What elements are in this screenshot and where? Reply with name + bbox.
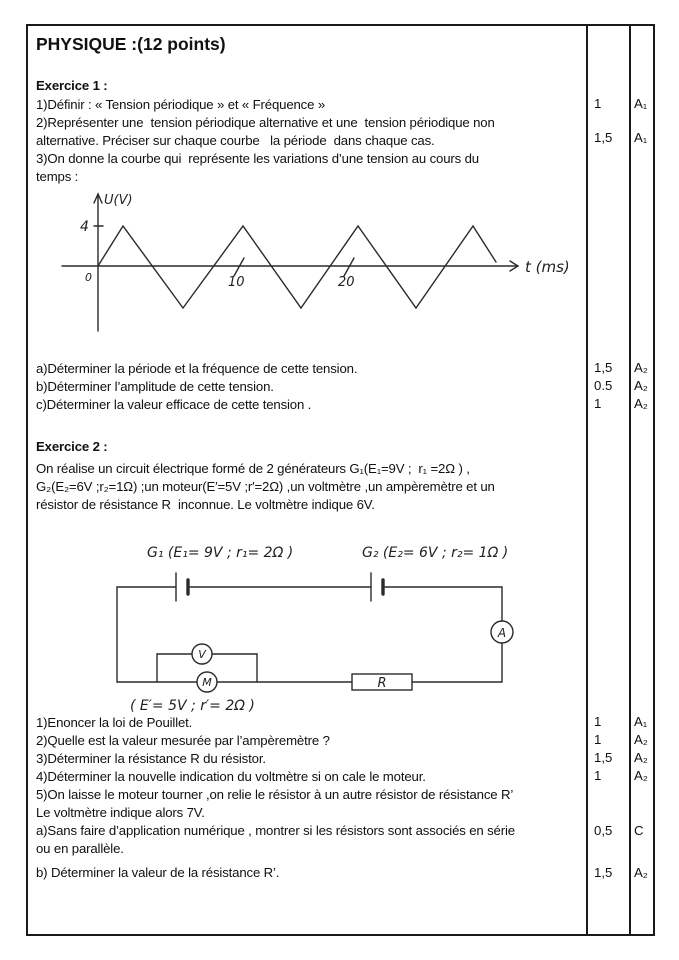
exercise2-sub-a-line1: a)Sans faire d’application numérique , montrer si les résistors sont associés en série [36, 823, 515, 838]
mark-code-9: A₂ [634, 768, 648, 783]
motor-spec-label: ( E′= 5V ; r′= 2Ω ) [130, 698, 255, 714]
x-tick-mark-10 [234, 258, 244, 276]
exercise2-sub-a-line2: ou en parallèle. [36, 841, 124, 856]
mark-code-11: A₂ [634, 865, 648, 880]
mark-code-4: A₂ [634, 378, 648, 393]
tension-curve-figure [48, 186, 568, 356]
resistor-letter: R [377, 676, 387, 691]
exercise1-heading: Exercice 1 : [36, 78, 108, 93]
x-axis-label: t (ms) [525, 258, 568, 276]
exercise2-question-5-line2: Le voltmètre indique alors 7V. [36, 805, 205, 820]
y-axis-label: U(V) [104, 193, 133, 208]
mark-points-11: 1,5 [594, 865, 613, 880]
exercise1-question-3-line1: 3)On donne la courbe qui représente les variations d’une tension au cours du [36, 151, 479, 166]
mark-points-6: 1 [594, 714, 602, 729]
mark-code-7: A₂ [634, 732, 648, 747]
exercise2-question-2: 2)Quelle est la valeur mesurée par l’ampèremètre ? [36, 733, 330, 748]
x-tick-mark-20 [344, 258, 354, 276]
mark-code-6: A₁ [634, 714, 648, 729]
exercise2-question-5-line1: 5)On laisse le moteur tourner ,on relie le résistor à un autre résistor de résistance R’ [36, 787, 514, 802]
points-column-divider [586, 26, 588, 934]
exercise2-intro-line2: G₂(E₂=6V ;r₂=1Ω) ;un moteur(E′=5V ;r′=2Ω) ,un voltmètre ,un ampèremètre et un [36, 479, 495, 494]
x-tick-label-10: 10 [228, 275, 245, 290]
mark-points-3: 1,5 [594, 360, 613, 375]
mark-code-10: C [634, 823, 644, 838]
exercise1-sub-c: c)Déterminer la valeur efficace de cette tension . [36, 397, 312, 412]
mark-points-8: 1,5 [594, 750, 613, 765]
mark-code-1: A₁ [634, 96, 648, 111]
exercise2-question-3: 3)Déterminer la résistance R du résistor. [36, 751, 266, 766]
exercise1-question-1: 1)Définir : « Tension périodique » et « Fréquence » [36, 97, 326, 112]
exercise1-sub-b: b)Déterminer l’amplitude de cette tension. [36, 379, 274, 394]
exercise2-sub-b: b) Déterminer la valeur de la résistance R’. [36, 865, 280, 880]
origin-label: 0 [85, 271, 92, 284]
triangular-wave [98, 226, 496, 308]
mark-points-2: 1,5 [594, 130, 613, 145]
exercise2-intro-line3: résistor de résistance R inconnue. Le voltmètre indique 6V. [36, 497, 375, 512]
codes-column-divider [629, 26, 631, 934]
mark-points-4: 0.5 [594, 378, 613, 393]
mark-code-8: A₂ [634, 750, 648, 765]
circuit-figure [68, 536, 608, 721]
exercise1-question-3-line2: temps : [36, 169, 79, 184]
exercise2-intro-line1: On réalise un circuit électrique formé de 2 générateurs G₁(E₁=9V ; r₁ =2Ω ) , [36, 461, 470, 476]
generator2-label: G₂ (E₂= 6V ; r₂= 1Ω ) [362, 545, 509, 561]
exercise1-sub-a: a)Déterminer la période et la fréquence de cette tension. [36, 361, 358, 376]
generator1-label: G₁ (E₁= 9V ; r₁= 2Ω ) [147, 545, 294, 561]
mark-points-1: 1 [594, 96, 602, 111]
exercise1-question-2-line2: alternative. Préciser sur chaque courbe la période dans chaque cas. [36, 133, 435, 148]
motor-letter: M [202, 676, 212, 689]
exercise1-question-2-line1: 2)Représenter une tension périodique alternative et une tension périodique non [36, 115, 495, 130]
y-tick-label: 4 [80, 219, 89, 235]
mark-code-3: A₂ [634, 360, 648, 375]
page-title: PHYSIQUE :(12 points) [36, 34, 226, 54]
mark-code-2: A₁ [634, 130, 648, 145]
exam-page [26, 24, 655, 936]
x-tick-label-20: 20 [338, 275, 355, 290]
mark-points-10: 0,5 [594, 823, 613, 838]
mark-points-9: 1 [594, 768, 602, 783]
mark-points-5: 1 [594, 396, 602, 411]
ammeter-letter: A [497, 626, 507, 640]
mark-code-5: A₂ [634, 396, 648, 411]
voltmeter-letter: V [198, 648, 206, 661]
exercise2-question-4: 4)Déterminer la nouvelle indication du voltmètre si on cale le moteur. [36, 769, 426, 784]
mark-points-7: 1 [594, 732, 602, 747]
exercise2-question-1: 1)Enoncer la loi de Pouillet. [36, 715, 193, 730]
exercise2-heading: Exercice 2 : [36, 439, 108, 454]
